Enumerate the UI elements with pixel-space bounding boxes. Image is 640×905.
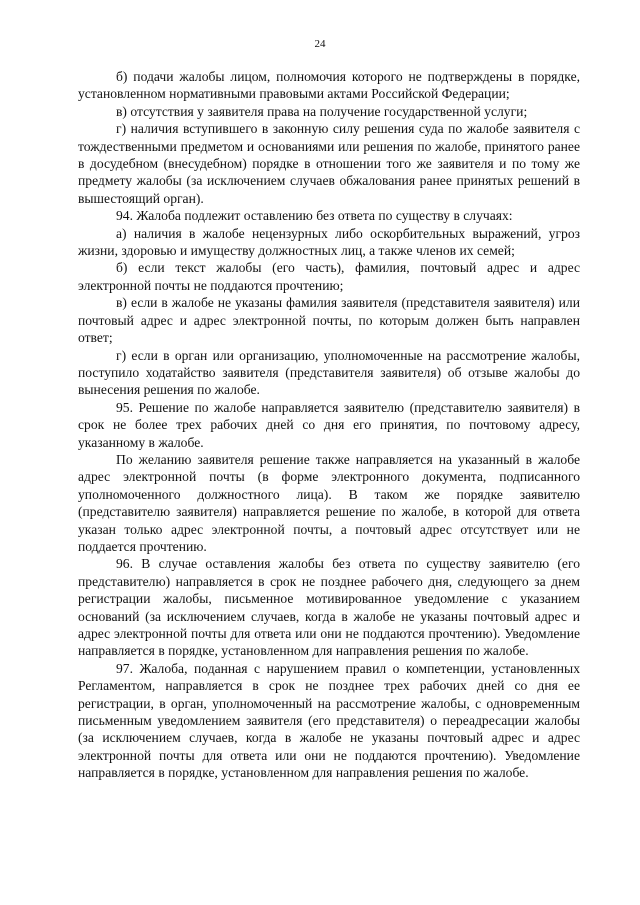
paragraph-b-authority: б) подачи жалобы лицом, полномочия которого не подтверждены в порядке, установленном нормативными правовыми актами Российской Федерации;	[78, 69, 580, 102]
paragraph-g-court-decision: г) наличия вступившего в законную силу решения суда по жалобе заявителя с тождественными предметом и основаниями или решения по жалобе, принятого ранее в досудебном (внесудебном) порядке в отношении того же заявителя и по тому же предмету жалобы (за исключением случаев обжалования ранее принятых решений в вышестоящий орган).	[78, 121, 580, 206]
paragraph-95-email: По желанию заявителя решение также направляется на указанный в жалобе адрес электронной почты (в форме электронного документа, подписанного уполномоченного должностного лица). В таком же порядке заявителю (представителю заявителя) направляется решение по жалобе, в которой для ответа указан только адрес электронной почты, а почтовый адрес отсутствует или не поддается прочтению.	[78, 451, 580, 554]
paragraph-96: 96. В случае оставления жалобы без ответа по существу заявителю (его представителю) направляется в срок не позднее рабочего дня, следующего за днем регистрации жалобы, письменное мотивированное уведомление с указанием оснований (за исключением случаев, когда в жалобе не указаны почтовый адрес и адрес электронной почты для ответа или они не поддаются прочтению). Уведомление направляется в порядке, установленном для направления решения по жалобе.	[78, 556, 580, 659]
paragraph-94-g: г) если в орган или организацию, уполномоченные на рассмотрение жалобы, поступило ходатайство заявителя (представителя заявителя) об отзыве жалобы до вынесения решения по жалобе.	[78, 347, 580, 398]
page-number: 24	[314, 38, 326, 50]
paragraph-95: 95. Решение по жалобе направляется заявителю (представителю заявителя) в срок не более трех рабочих дней со дня его принятия, по почтовому адресу, указанному в жалобе.	[78, 399, 580, 450]
paragraph-94-b: б) если текст жалобы (его часть), фамилия, почтовый адрес и адрес электронной почты не поддаются прочтению;	[78, 260, 580, 293]
paragraph-94-v: в) если в жалобе не указаны фамилия заявителя (представителя заявителя) или почтовый адрес и адрес электронной почты, по которым должен быть направлен ответ;	[78, 295, 580, 346]
document-body	[78, 68, 580, 782]
paragraph-94-a: а) наличия в жалобе нецензурных либо оскорбительных выражений, угроз жизни, здоровью и имуществу должностных лиц, а также членов их семей;	[78, 225, 580, 259]
paragraph-94: 94. Жалоба подлежит оставлению без ответа по существу в случаях:	[116, 208, 513, 224]
paragraph-v-no-right: в) отсутствия у заявителя права на получение государственной услуги;	[116, 103, 528, 119]
paragraph-97: 97. Жалоба, поданная с нарушением правил о компетенции, установленных Регламентом, направляется в срок не позднее трех рабочих дней со дня ее регистрации, в орган, уполномоченный на рассмотрение жалобы, с одновременным письменным уведомлением заявителя (его представителя) о переадресации жалобы (за исключением случаев, когда в жалобе не указаны почтовый адрес и адрес электронной почты для ответа или они не поддаются прочтению). Уведомление направляется в порядке, установленном для направления решения по жалобе.	[78, 660, 580, 781]
